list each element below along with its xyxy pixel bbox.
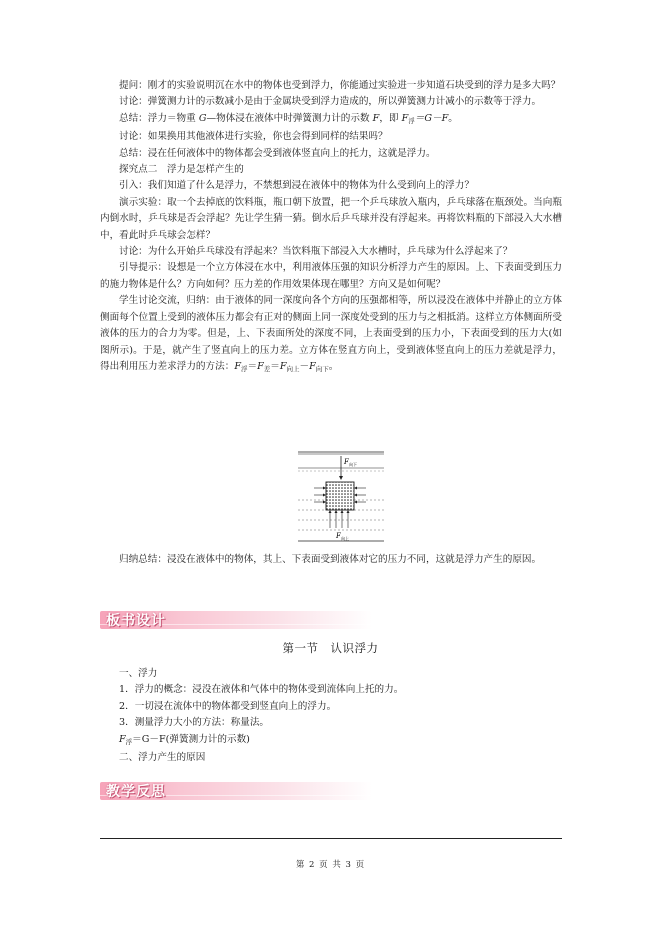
label-f-up: F: [336, 532, 341, 540]
formula-sub-up: 向上: [286, 364, 300, 373]
formula-f-up: F: [279, 360, 287, 372]
board-title: 第一节 认识浮力: [282, 641, 379, 655]
formula-sub-buoyancy: 浮: [240, 364, 248, 373]
paragraph-inquiry-heading: 探究点二 浮力是怎样产生的: [119, 164, 244, 176]
outline-line-5: [100, 732, 562, 750]
cube: [326, 482, 354, 510]
paragraph-summary-2: 总结：浸在任何液体中的物体都会受到液体竖直向上的托力，这就是浮力。: [119, 147, 436, 159]
board-outline: [100, 666, 562, 766]
paragraph-question: 提问：刚才的实验说明沉在水中的物体也受到浮力，你能通过实验进一步知道石块受到的浮力是多大吗？: [119, 80, 561, 91]
formula-equals-2: ＝: [270, 360, 280, 372]
footer-rule: [100, 838, 562, 839]
outline-line-4: 3．测量浮力大小的方法：称量法。: [119, 717, 270, 729]
label-f-down: F: [344, 458, 349, 466]
paragraph-discussion-1: 讨论：弹簧测力计的示数减小是由于金属块受到浮力造成的，所以弹簧测力计减小的示数等于浮力。: [119, 96, 542, 108]
summary-text-a: 总结：浮力＝物重: [119, 112, 199, 124]
formula-f-buoyancy: F: [234, 360, 241, 372]
outline-formula-f: F: [119, 733, 126, 745]
diagram-svg: [296, 448, 386, 546]
banner-board-design: [100, 611, 372, 629]
formula-equals-1: ＝: [247, 360, 258, 372]
outline-formula-rest: ＝G－F(弹簧测力计的示数): [132, 733, 250, 745]
formula-sub-diff: 差: [263, 364, 271, 373]
outline-line-6: 二、浮力产生的原因: [119, 752, 206, 764]
banner-label: 教学反思: [106, 784, 166, 800]
formula-sub-down: 向下: [315, 364, 329, 373]
paragraph-student-discussion: [100, 293, 562, 377]
formula-minus: －: [299, 360, 310, 372]
banner-teaching-reflection: [100, 782, 372, 800]
banner-label: 板书设计: [106, 613, 166, 629]
label-f-down-sub: 向下: [349, 462, 357, 467]
formula-f-diff: F: [257, 360, 264, 372]
summary-text-c: ，即: [379, 112, 402, 124]
formula-f: F: [401, 112, 409, 124]
symbol-f: F: [372, 112, 380, 124]
formula-rest: ＝G－F: [414, 112, 449, 124]
outline-line-3: 2．一切浸在流体中的物体都受到竖直向上的浮力。: [119, 700, 337, 712]
formula-sub: 浮: [408, 116, 415, 125]
formula-end: 。: [328, 360, 339, 372]
cube-pressure-diagram: [296, 448, 386, 546]
formula-f-down: F: [309, 360, 316, 372]
outline-line-2: 1．浮力的概念：浸没在液体和气体中的物体受到流体向上托的力。: [119, 684, 404, 696]
paragraph-discussion-2: 讨论：如果换用其他液体进行实验，你也会得到同样的结果吗？: [119, 131, 388, 143]
label-f-up-sub: 向上: [341, 536, 349, 541]
paragraph-conclusion: 归纳总结：浸没在液体中的物体，其上、下表面受到液体对它的压力不同，这就是浮力产生的原因。: [119, 554, 542, 565]
symbol-g: G: [198, 112, 207, 124]
paragraph-intro: 引入：我们知道了什么是浮力，不禁想到浸在液体中的物体为什么受到向上的浮力？: [119, 180, 474, 192]
summary-text-b: —物体浸在液体中时弹簧测力计的示数: [206, 112, 373, 124]
summary-end: 。: [448, 112, 458, 124]
student-discussion-text: 学生讨论交流，归纳：由于液体的同一深度向各个方向的压强都相等，所以浸没在液体中并静止的立方体侧面每个位置上受到的液体压力都会有正对的侧面上同一深度处受到的压力与之相抵消。这样立方体侧面所受液体的压力的合力为零。但是，上、下表面所处的深度不同，上表面受到的压力小，下表面受到的压力大(如图所示)。于是，就产生了竖直向上的压力差。立方体在竖直方向上，受到液体竖直向上的压力差就是浮力，得出利用压力差求浮力的方法：: [100, 295, 562, 372]
paragraph-summary-1: [100, 111, 562, 129]
page-number: 第 2 页 共 3 页: [295, 860, 366, 870]
paragraph-hint: 引导提示：设想是一个立方体浸在水中，利用液体压强的知识分析浮力产生的原因。上、下表面受到压力的施力物体是什么？方向如何？压力差的作用效果体现在哪里？方向又是如何呢？: [100, 262, 562, 290]
outline-line-1: 一、浮力: [119, 668, 158, 679]
lesson-body: [100, 78, 562, 377]
paragraph-demo: 演示实验：取一个去掉底的饮料瓶，瓶口朝下放置，把一个乒乓球放入瓶内，乒乓球落在瓶颈处。当向瓶内倒水时，乒乓球是否会浮起？先让学生猜一猜。倒水后乒乓球并没有浮起来。再将饮料瓶的下部浸入大水槽中，看此时乒乓球会怎样？: [100, 196, 562, 241]
paragraph-discussion-3: 讨论：为什么开始乒乓球没有浮起来？当饮料瓶下部浸入大水槽时，乒乓球为什么浮起来了？: [119, 246, 513, 258]
outline-formula-sub: 浮: [125, 737, 133, 746]
